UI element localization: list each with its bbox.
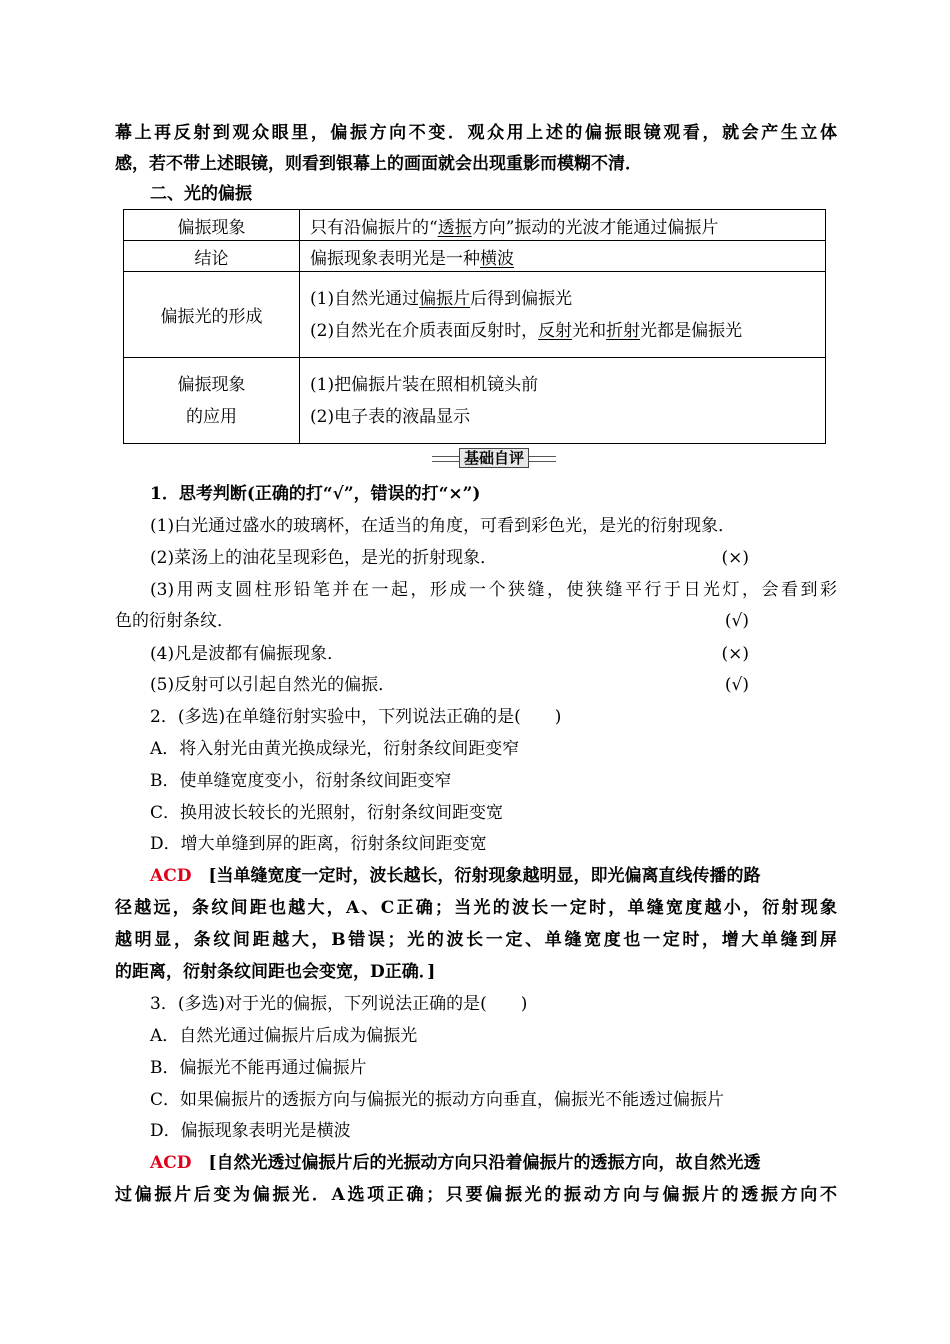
q2-option-b: B．使单缝宽度变小，衍射条纹间距变窄 xyxy=(150,771,452,791)
row-value-phenomenon xyxy=(300,210,826,241)
q2-explanation-line-1 xyxy=(150,862,837,890)
q2-option-a: A．将入射光由黄光换成绿光，衍射条纹间距变窄 xyxy=(150,739,520,759)
polarization-table xyxy=(123,209,826,444)
answer-key: ACD xyxy=(150,866,192,886)
q1-item-1: (1)白光通过盛水的玻璃杯，在适当的角度，可看到彩色光，是光的衍射现象． xyxy=(150,516,736,536)
q2-option-d: D．增大单缝到屏的距离，衍射条纹间距变宽 xyxy=(150,834,487,854)
underlined-term: 透振 xyxy=(437,217,472,238)
q1-item-3-line-2 xyxy=(115,607,837,635)
key-line: 偏振现象 xyxy=(177,374,246,395)
text-segment: 只有沿偏振片的“ xyxy=(310,217,438,238)
text-segment: (1)自然光通过 xyxy=(310,288,420,309)
q1-item-3-line-1: (3)用两支圆柱形铅笔并在一起，形成一个狭缝，使狭缝平行于日光灯，会看到彩 xyxy=(150,580,837,600)
row-value-application xyxy=(300,358,826,444)
text-segment: 方向”振动的光波才能通过偏振片 xyxy=(471,217,719,238)
text-segment: 光和 xyxy=(572,320,607,341)
table-row xyxy=(124,241,826,272)
q3-option-a: A．自然光通过偏振片后成为偏振光 xyxy=(150,1026,418,1046)
row-value-formation xyxy=(300,272,826,358)
q2-explanation-line-2: 径越远，条纹间距也越大，A、C正确；当光的波长一定时，单缝宽度越小，衍射现象 xyxy=(115,898,837,918)
underlined-term: 折射 xyxy=(606,320,641,341)
formation-item-1 xyxy=(310,283,815,315)
q1-item-5 xyxy=(150,671,837,699)
q3-explanation-line-1 xyxy=(150,1149,837,1177)
intro-line-2: 感，若不带上述眼镜，则看到银幕上的画面就会出现重影而模糊不清． xyxy=(115,154,642,174)
row-value-conclusion xyxy=(300,241,826,272)
judgement-mark: (√) xyxy=(724,611,749,631)
item-text: (5)反射可以引起自然光的偏振． xyxy=(150,675,396,695)
intro-line-1: 幕上再反射到观众眼里，偏振方向不变．观众用上述的偏振眼镜观看，就会产生立体 xyxy=(115,123,837,143)
table-row xyxy=(124,272,826,358)
judgement-mark: (√) xyxy=(724,675,749,695)
underlined-term: 偏振片 xyxy=(419,288,471,309)
row-key-application xyxy=(124,358,300,444)
text-segment: 光都是偏振光 xyxy=(640,320,743,341)
q3-stem: 3．(多选)对于光的偏振，下列说法正确的是( ) xyxy=(150,994,528,1014)
section-banner xyxy=(432,447,556,469)
answer-key: ACD xyxy=(150,1153,192,1173)
key-line: 的应用 xyxy=(186,406,237,427)
text-segment: 偏振现象表明光是一种 xyxy=(310,248,480,269)
q3-option-c: C．如果偏振片的透振方向与偏振光的振动方向垂直，偏振光不能透过偏振片 xyxy=(150,1090,725,1110)
application-item-2: (2)电子表的液晶显示 xyxy=(310,406,471,427)
item-text: 色的衍射条纹． xyxy=(115,611,234,631)
underlined-term: 反射 xyxy=(538,320,573,341)
q1-title: 1．思考判断(正确的打“√”，错误的打“×”) xyxy=(150,484,481,504)
banner-label: 基础自评 xyxy=(459,448,529,468)
row-key-phenomenon: 偏振现象 xyxy=(124,210,300,241)
text-segment: 后得到偏振光 xyxy=(470,288,573,309)
text-segment: (2)自然光在介质表面反射时， xyxy=(310,320,539,341)
q2-stem: 2．(多选)在单缝衍射实验中，下列说法正确的是( ) xyxy=(150,707,562,727)
row-key-formation: 偏振光的形成 xyxy=(124,272,300,358)
explanation-text: [自然光透过偏振片后的光振动方向只沿着偏振片的透振方向，故自然光透 xyxy=(208,1153,761,1173)
underlined-term: 横波 xyxy=(480,248,514,269)
q3-explanation-line-2: 过偏振片后变为偏振光．A选项正确；只要偏振光的振动方向与偏振片的透振方向不 xyxy=(115,1185,837,1205)
q1-item-4 xyxy=(150,640,837,668)
q2-explanation-line-4: 的距离，衍射条纹间距也会变宽，D正确．] xyxy=(115,962,436,982)
formation-item-2 xyxy=(310,315,815,347)
table-row xyxy=(124,210,826,241)
q1-item-2 xyxy=(150,544,837,572)
q2-explanation-line-3: 越明显，条纹间距越大，B错误；光的波长一定、单缝宽度也一定时，增大单缝到屏 xyxy=(115,930,837,950)
judgement-mark: (×) xyxy=(721,644,749,664)
item-text: (2)菜汤上的油花呈现彩色，是光的折射现象． xyxy=(150,548,498,568)
item-text: (4)凡是波都有偏振现象． xyxy=(150,644,345,664)
explanation-text: [当单缝宽度一定时，波长越长，衍射现象越明显，即光偏离直线传播的路 xyxy=(208,866,761,886)
judgement-mark: (×) xyxy=(721,548,749,568)
q3-option-b: B．偏振光不能再通过偏振片 xyxy=(150,1058,367,1078)
q3-option-d: D．偏振现象表明光是横波 xyxy=(150,1121,351,1141)
application-item-1: (1)把偏振片装在照相机镜头前 xyxy=(310,374,539,395)
row-key-conclusion: 结论 xyxy=(124,241,300,272)
table-row xyxy=(124,358,826,444)
q2-option-c: C．换用波长较长的光照射，衍射条纹间距变宽 xyxy=(150,803,504,823)
section-heading: 二、光的偏振 xyxy=(150,184,252,204)
